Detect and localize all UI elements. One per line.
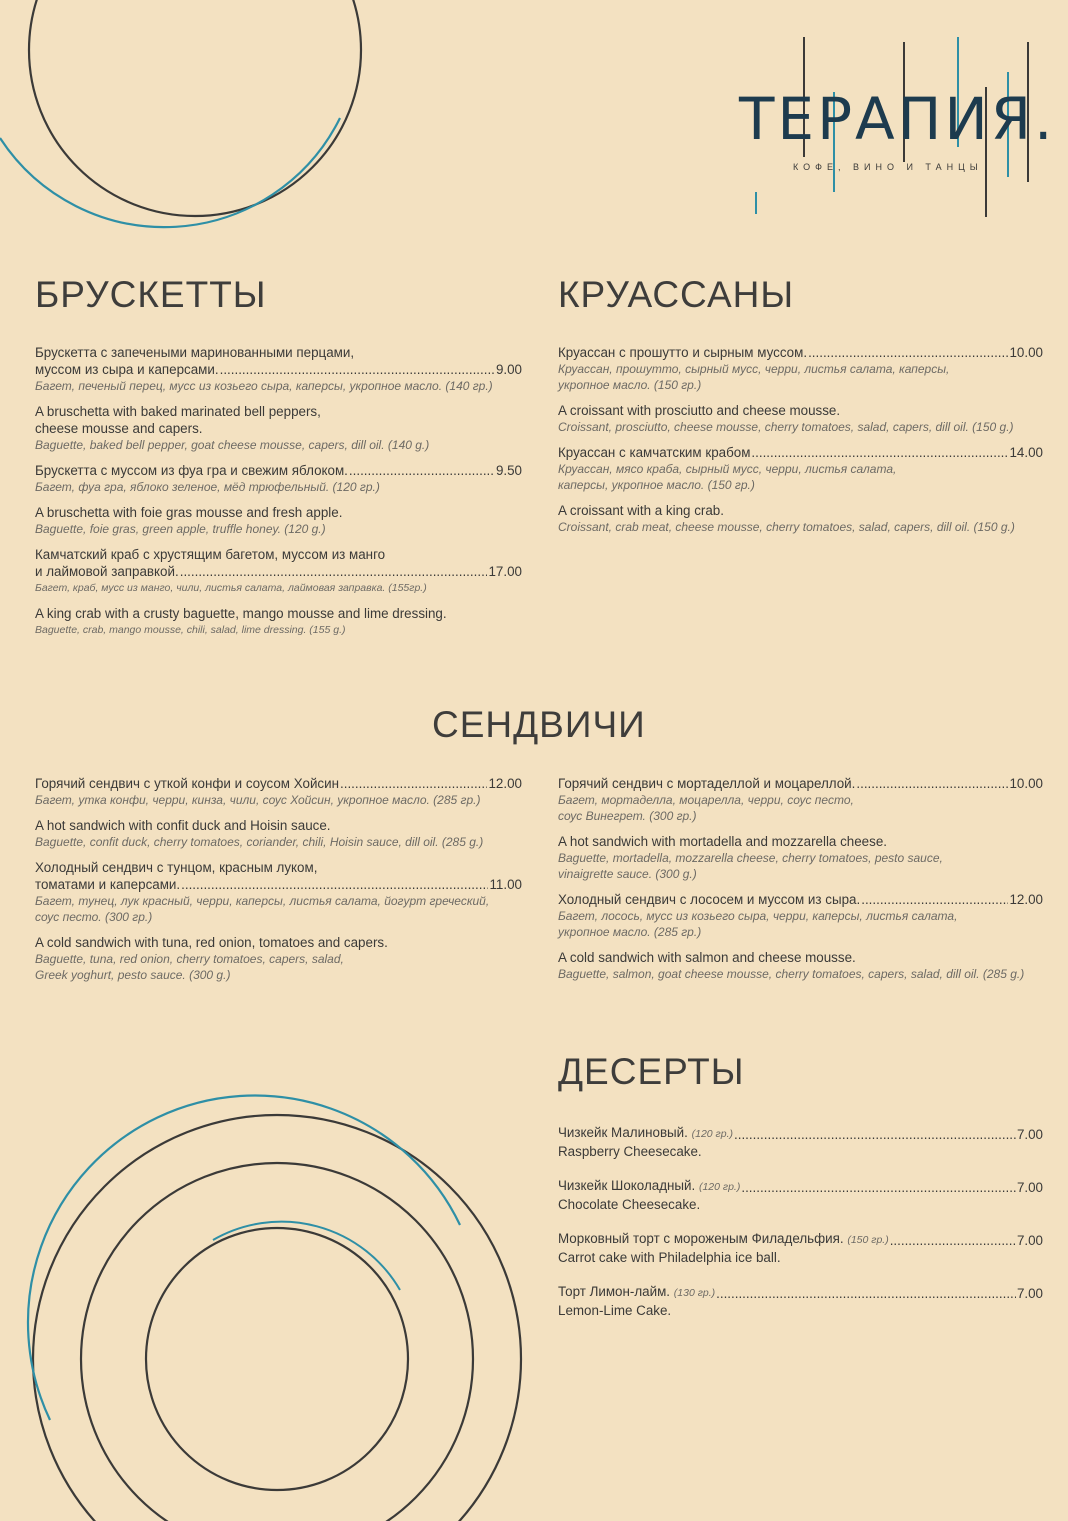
dot-leader [734, 1126, 1016, 1143]
dessert-item [558, 1283, 1043, 1319]
item-price: 9.50 [495, 463, 522, 478]
dessert-price: 7.00 [1016, 1233, 1043, 1248]
item-description: соус Винегрет. (300 гр.) [558, 809, 697, 823]
menu-item [35, 605, 522, 638]
dot-leader [751, 444, 1008, 461]
dot-leader [861, 891, 1008, 908]
dessert-weight: (130 гр.) [673, 1287, 716, 1299]
dot-leader [340, 775, 487, 792]
dessert-name: Торт Лимон-лайм. [558, 1284, 671, 1299]
menu-item [558, 402, 1043, 435]
heading-desserts: ДЕСЕРТЫ [558, 1051, 745, 1092]
item-description: Baguette, foie gras, green apple, truffle honey. (120 g.) [35, 522, 326, 536]
item-description: Круассан, прошутто, сырный мусс, черри, листья салата, каперсы, [558, 362, 950, 376]
item-price: 11.00 [489, 877, 522, 892]
dessert-item [558, 1177, 1043, 1213]
dot-leader [349, 462, 495, 479]
menu-item [558, 775, 1043, 824]
item-description: Baguette, crab, mango mousse, chili, salad, lime dressing. (155 g.) [35, 624, 346, 636]
heading-croissants: КРУАССАНЫ [558, 274, 795, 315]
menu-item [558, 949, 1043, 982]
item-name: Горячий сендвич с мортаделлой и моцареллой. [558, 776, 856, 791]
item-description: Багет, тунец, лук красный, черри, каперсы, листья салата, йогурт греческий, [35, 894, 490, 908]
item-name: муссом из сыра и каперсами. [35, 362, 219, 377]
item-name-line: A cold sandwich with salmon and cheese mousse. [558, 950, 856, 965]
menu-item [35, 817, 522, 850]
logo-title: ТЕРАПИЯ. [739, 85, 1056, 153]
menu-item [558, 891, 1043, 940]
dessert-name: Морковный торт с мороженым Филадельфия. [558, 1231, 844, 1246]
dot-leader [741, 1179, 1016, 1196]
menu-item [35, 546, 522, 596]
item-price-row [35, 361, 522, 378]
menu-item [35, 934, 522, 983]
menu-item [35, 859, 522, 925]
item-name-line: Брускетта с запечеными маринованными перцами, [35, 345, 355, 360]
item-description: соус песто. (300 гр.) [35, 910, 153, 924]
item-price: 12.00 [1009, 892, 1043, 907]
dessert-english-name: Lemon-Lime Cake. [558, 1303, 672, 1318]
item-name-line: A hot sandwich with mortadella and mozzarella cheese. [558, 834, 887, 849]
dessert-price: 7.00 [1016, 1180, 1043, 1195]
menu-item [35, 462, 522, 495]
item-description: Croissant, prosciutto, cheese mousse, cherry tomatoes, salad, capers, dill oil. (150 g.) [558, 420, 1014, 434]
brand-logo [735, 32, 1055, 222]
item-description: укропное масло. (150 гр.) [558, 378, 702, 392]
item-description: Багет, утка конфи, черри, кинза, чили, соус Хойсин, укропное масло. (285 гр.) [35, 793, 481, 807]
heading-bruschetta: БРУСКЕТТЫ [35, 274, 267, 315]
item-name-line: A bruschetta with foie gras mousse and fresh apple. [35, 505, 343, 520]
menu-item [35, 403, 522, 453]
dessert-name-group [558, 1124, 733, 1143]
item-description: каперсы, укропное масло. (150 гр.) [558, 478, 755, 492]
item-description: укропное масло. (285 гр.) [558, 925, 702, 939]
item-description: Baguette, confit duck, cherry tomatoes, coriander, chili, Hoisin sauce, dill oil. (285 g.) [35, 835, 484, 849]
item-name-line: A hot sandwich with confit duck and Hoisin sauce. [35, 818, 331, 833]
dessert-english-name: Chocolate Cheesecake. [558, 1197, 701, 1212]
item-description: vinaigrette sauce. (300 g.) [558, 867, 697, 881]
dessert-price-row [558, 1230, 1043, 1249]
menu-item [558, 502, 1043, 535]
croissants-list [558, 344, 1043, 544]
item-name: Холодный сендвич с лососем и муссом из сыра. [558, 892, 861, 907]
dot-leader [181, 876, 488, 893]
menu-item [558, 833, 1043, 882]
menu-item [35, 504, 522, 537]
dessert-weight: (120 гр.) [698, 1181, 741, 1193]
item-name: томатами и каперсами. [35, 877, 181, 892]
item-name-line: A cold sandwich with tuna, red onion, tomatoes and capers. [35, 935, 388, 950]
sandwiches-right-list [558, 775, 1043, 991]
item-price-row [35, 876, 522, 893]
dessert-price-row [558, 1124, 1043, 1143]
item-price-row [35, 563, 522, 580]
item-price-row [558, 344, 1043, 361]
dessert-price-row [558, 1283, 1043, 1302]
item-name-line: cheese mousse and capers. [35, 421, 203, 436]
item-name-line: Камчатский краб с хрустящим багетом, муссом из манго [35, 547, 386, 562]
dot-leader [890, 1232, 1016, 1249]
item-description: Greek yoghurt, pesto sauce. (300 g.) [35, 968, 231, 982]
item-name-line: A croissant with prosciutto and cheese mousse. [558, 403, 841, 418]
item-name: Брускетта с муссом из фуа гра и свежим яблоком. [35, 463, 348, 478]
dessert-name-group [558, 1177, 740, 1196]
item-description: Baguette, baked bell pepper, goat cheese mousse, capers, dill oil. (140 g.) [35, 438, 430, 452]
dessert-english-name: Carrot cake with Philadelphia ice ball. [558, 1250, 781, 1265]
item-name-line: Холодный сендвич с тунцом, красным луком, [35, 860, 318, 875]
item-name: Круассан с камчатским крабом [558, 445, 751, 460]
dessert-name-group [558, 1230, 889, 1249]
item-price-row [35, 462, 522, 479]
dot-leader [808, 344, 1008, 361]
item-description: Baguette, salmon, goat cheese mousse, cherry tomatoes, capers, salad, dill oil. (285 g.) [558, 967, 1025, 981]
item-description: Круассан, мясо краба, сырный мусс, черри, листья салата, [558, 462, 897, 476]
dessert-price: 7.00 [1016, 1127, 1043, 1142]
item-price: 10.00 [1009, 776, 1043, 791]
item-description: Багет, мортаделла, моцарелла, черри, соус песто, [558, 793, 854, 807]
item-price: 17.00 [488, 564, 522, 579]
item-price-row [35, 775, 522, 792]
item-price-row [558, 775, 1043, 792]
item-name: Круассан с прошутто и сырным муссом. [558, 345, 808, 360]
dessert-name: Чизкейк Малиновый. [558, 1125, 688, 1140]
item-description: Багет, лосось, мусс из козьего сыра, черри, каперсы, листья салата, [558, 909, 958, 923]
dot-leader [856, 775, 1008, 792]
item-price-row [558, 444, 1043, 461]
item-description: Baguette, tuna, red onion, cherry tomatoes, capers, salad, [35, 952, 344, 966]
menu-item [558, 444, 1043, 493]
menu-item [35, 775, 522, 808]
item-name-line: A king crab with a crusty baguette, mango mousse and lime dressing. [35, 606, 447, 621]
sandwiches-left-list [35, 775, 522, 992]
item-name: и лаймовой заправкой. [35, 564, 179, 579]
menu-item [35, 344, 522, 394]
dot-leader [220, 361, 495, 378]
heading-sandwiches: СЕНДВИЧИ [432, 704, 646, 745]
item-description: Багет, краб, мусс из манго, чили, листья салата, лаймовая заправка. (155гр.) [35, 582, 427, 594]
item-price: 9.00 [495, 362, 522, 377]
menu-item [558, 344, 1043, 393]
item-description: Багет, фуа гра, яблоко зеленое, мёд трюфельный. (120 гр.) [35, 480, 380, 494]
dessert-item [558, 1124, 1043, 1160]
item-description: Багет, печеный перец, мусс из козьего сыра, каперсы, укропное масло. (140 гр.) [35, 379, 493, 393]
dessert-name-group [558, 1283, 715, 1302]
item-name-line: A croissant with a king crab. [558, 503, 724, 518]
item-name-line: A bruschetta with baked marinated bell peppers, [35, 404, 321, 419]
item-price: 10.00 [1009, 345, 1043, 360]
item-price-row [558, 891, 1043, 908]
item-description: Baguette, mortadella, mozzarella cheese, cherry tomatoes, pesto sauce, [558, 851, 943, 865]
item-description: Croissant, crab meat, cheese mousse, cherry tomatoes, salad, capers, dill oil. (150 g.) [558, 520, 1015, 534]
item-price: 12.00 [488, 776, 522, 791]
item-name: Горячий сендвич с уткой конфи и соусом Хойсин [35, 776, 340, 791]
dessert-item [558, 1230, 1043, 1266]
dessert-name: Чизкейк Шоколадный. [558, 1178, 696, 1193]
logo-subtitle: КОФЕ, ВИНО И ТАНЦЫ [793, 162, 983, 172]
dot-leader [716, 1285, 1016, 1302]
dessert-price: 7.00 [1016, 1286, 1043, 1301]
dot-leader [180, 563, 488, 580]
dessert-weight: (120 гр.) [691, 1128, 733, 1140]
dessert-english-name: Raspberry Cheesecake. [558, 1144, 702, 1159]
desserts-list [558, 1124, 1043, 1336]
bruschetta-list [35, 344, 522, 647]
dessert-weight: (150 гр.) [847, 1234, 889, 1246]
dessert-price-row [558, 1177, 1043, 1196]
item-price: 14.00 [1009, 445, 1043, 460]
